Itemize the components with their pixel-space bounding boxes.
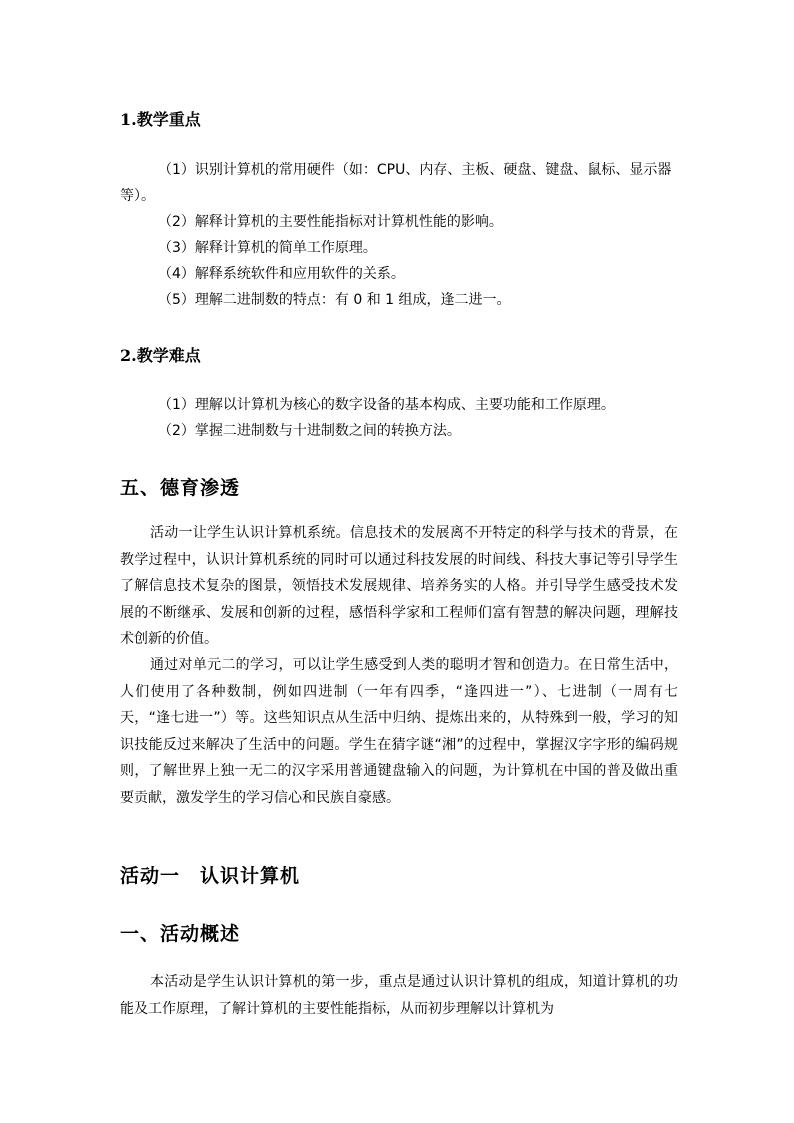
moral-paragraph-2: 通过对单元二的学习，可以让学生感受到人类的聪明才智和创造力。在日常生活中，人们使用了各种数制，例如四进制（一年有四季，“逢四进一”）、七进制（一周有七天，“逢七进一”）等。这些知识点从生活中归纳、提炼出来的，从特殊到一般，学习的知识技能反过来解决了生活中的问题。学生在猜字谜“湘”的过程中，掌握汉字字形的编码规则，了解世界上独一无二的汉字采用普通键盘输入的问题，为计算机在中国的普及做出重要贡献，激发学生的学习信心和民族自豪感。 bbox=[120, 657, 678, 806]
difficulties-heading: 2.教学难点 bbox=[120, 346, 201, 365]
key-point-2: （2）解释计算机的主要性能指标对计算机性能的影响。 bbox=[158, 214, 503, 230]
key-point-3: （3）解释计算机的简单工作原理。 bbox=[158, 240, 377, 256]
overview-paragraph: 本活动是学生认识计算机的第一步，重点是通过认识计算机的组成，知道计算机的功能及工作原理，了解计算机的主要性能指标，从而初步理解以计算机为 bbox=[120, 974, 678, 1017]
key-point-4: （4）解释系统软件和应用软件的关系。 bbox=[158, 266, 405, 282]
moral-paragraph-1: 活动一让学生认识计算机系统。信息技术的发展离不开特定的科学与技术的背景，在教学过程中，认识计算机系统的同时可以通过科技发展的时间线、科技大事记等引导学生了解信息技术复杂的图景，领悟技术发展规律、培养务实的人格。并引导学生感受技术发展的不断继承、发展和创新的过程，感悟科学家和工程师们富有智慧的解决问题，理解技术创新的价值。 bbox=[120, 525, 678, 647]
overview-heading: 一、活动概述 bbox=[120, 923, 241, 945]
difficulty-2: （2）掌握二进制数与十进制数之间的转换方法。 bbox=[158, 423, 461, 439]
key-point-1: （1）识别计算机的常用硬件（如：CPU、内存、主板、硬盘、键盘、鼠标、显示器等）。 bbox=[120, 162, 672, 204]
difficulty-1: （1）理解以计算机为核心的数字设备的基本构成、主要功能和工作原理。 bbox=[158, 397, 615, 413]
moral-education-heading: 五、德育渗透 bbox=[120, 477, 241, 499]
key-point-5: （5）理解二进制数的特点：有 0 和 1 组成，逢二进一。 bbox=[158, 292, 511, 308]
key-points-heading: 1.教学重点 bbox=[120, 110, 201, 129]
activity-title: 活动一 认识计算机 bbox=[120, 865, 301, 887]
